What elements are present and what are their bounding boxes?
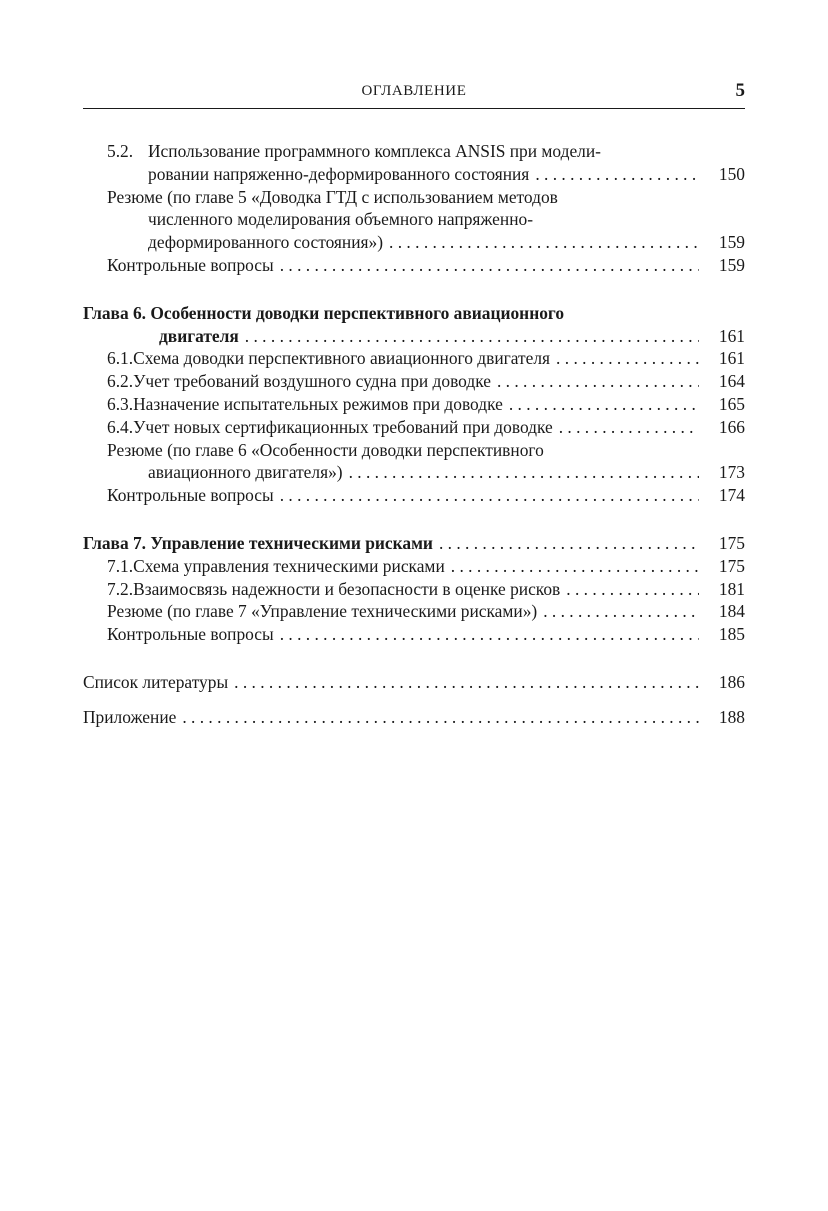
toc-page-number: 164 [718, 371, 745, 392]
toc-entry-title: Контрольные вопросы [107, 624, 274, 645]
toc-entry-number: 6.2. [107, 371, 134, 392]
toc-entry-summary-7 [83, 600, 745, 623]
leader-dots [543, 600, 699, 623]
leader-dots [280, 623, 699, 646]
leader-dots [245, 325, 699, 348]
toc-page-number: 166 [718, 416, 745, 437]
spacer [83, 277, 745, 302]
toc-page-number: 184 [718, 601, 745, 622]
leader-dots [556, 347, 699, 370]
leader-dots [509, 393, 699, 416]
toc-entry-title: Резюме (по главе 6 «Особенности доводки перспективного [107, 439, 544, 460]
toc-entry-6-2 [83, 370, 745, 393]
toc-entry-title: деформированного состояния») [148, 232, 384, 253]
toc-entry-appendix [83, 706, 745, 729]
toc-entry-title: Контрольные вопросы [107, 254, 274, 275]
toc-entry-title: Резюме (по главе 5 «Доводка ГТД с использованием методов [107, 186, 558, 207]
leader-dots [566, 578, 699, 601]
toc-entry-title: Список литературы [83, 671, 229, 692]
toc-entry-title: Учет требований воздушного судна при доводке [133, 371, 491, 392]
toc-page-number: 186 [718, 671, 745, 692]
leader-dots [389, 231, 699, 254]
toc-entry-summary-5-cont [83, 208, 745, 231]
toc-entry-6-4 [83, 416, 745, 439]
toc-chapter-title: двигателя [159, 325, 239, 346]
toc-page-number: 165 [718, 393, 745, 414]
toc-chapter-6 [83, 302, 745, 325]
toc-entry-number: 6.1. [107, 348, 134, 369]
toc-chapter-title: Глава 7. Управление техническими рисками [83, 532, 433, 553]
toc-entry-title: Схема доводки перспективного авиационного двигателя [133, 348, 551, 369]
spacer [83, 507, 745, 532]
toc-entry-title: Использование программного комплекса ANSIS при модели- [148, 141, 601, 161]
toc-entry-title: Схема управления техническими рисками [133, 555, 445, 576]
toc-chapter-title: Глава 6. Особенности доводки перспективного авиационного [83, 302, 565, 323]
toc-entry-summary-5 [83, 186, 745, 209]
toc-entry-5-2-cont [83, 163, 745, 186]
toc-chapter-6-cont [83, 325, 745, 348]
page-number: 5 [735, 80, 745, 101]
toc-page-number: 174 [718, 485, 745, 506]
running-header [83, 80, 745, 109]
toc-entry-5-2 [83, 140, 745, 163]
toc-entry-number: 6.4. [107, 416, 134, 437]
toc-entry-title: Резюме (по главе 7 «Управление техническими рисками») [107, 601, 538, 622]
leader-dots [535, 163, 699, 186]
toc-entry-title: Приложение [83, 706, 177, 727]
toc-page-number: 181 [718, 578, 745, 599]
toc-entry-title: Учет новых сертификационных требований при доводке [133, 416, 553, 437]
toc-entry-7-2 [83, 578, 745, 601]
toc-entry-6-3 [83, 393, 745, 416]
header-title: ОГЛАВЛЕНИЕ [361, 83, 467, 99]
toc-entry-7-1 [83, 555, 745, 578]
toc-entry-number: 7.1. [107, 555, 134, 576]
toc-entry-title: Контрольные вопросы [107, 485, 274, 506]
toc-entry-questions-6 [83, 484, 745, 507]
toc-page-number: 185 [718, 624, 745, 645]
toc-entry-number: 7.2. [107, 578, 134, 599]
toc-page-number: 173 [718, 462, 745, 483]
toc-entry-title: Назначение испытательных режимов при доводке [133, 393, 503, 414]
toc-page-number: 150 [718, 163, 745, 184]
toc-entry-title: авиационного двигателя») [148, 462, 343, 483]
toc-page-number: 175 [718, 555, 745, 576]
toc-page-number: 161 [718, 348, 745, 369]
leader-dots [439, 532, 699, 555]
toc-entry-summary-5-cont [83, 231, 745, 254]
leader-dots [349, 461, 699, 484]
leader-dots [559, 416, 699, 439]
spacer [83, 694, 745, 706]
leader-dots [182, 706, 699, 729]
toc-chapter-7 [83, 532, 745, 555]
toc-page-number: 159 [718, 232, 745, 253]
toc-page-number: 161 [718, 325, 745, 346]
toc-entry-6-1 [83, 347, 745, 370]
toc-entry-summary-6-cont [83, 461, 745, 484]
spacer [83, 646, 745, 671]
leader-dots [234, 671, 699, 694]
leader-dots [280, 484, 699, 507]
leader-dots [451, 555, 699, 578]
leader-dots [497, 370, 699, 393]
toc-entry-questions-5 [83, 254, 745, 277]
toc-entry-title: Взаимосвязь надежности и безопасности в оценке рисков [133, 578, 561, 599]
toc-entry-number: 5.2. [107, 141, 134, 161]
toc-entry-number: 6.3. [107, 393, 134, 414]
toc-entry-title: ровании напряженно-деформированного состояния [148, 163, 530, 184]
toc-page-number: 188 [718, 706, 745, 727]
leader-dots [280, 254, 699, 277]
toc-page-number: 159 [718, 254, 745, 275]
toc-entry-summary-6 [83, 439, 745, 462]
toc-entry-questions-7 [83, 623, 745, 646]
toc-entry-title: численного моделирования объемного напряженно- [148, 209, 533, 230]
toc-page-number: 175 [718, 532, 745, 553]
toc-entry-bibliography [83, 671, 745, 694]
table-of-contents [83, 140, 745, 729]
